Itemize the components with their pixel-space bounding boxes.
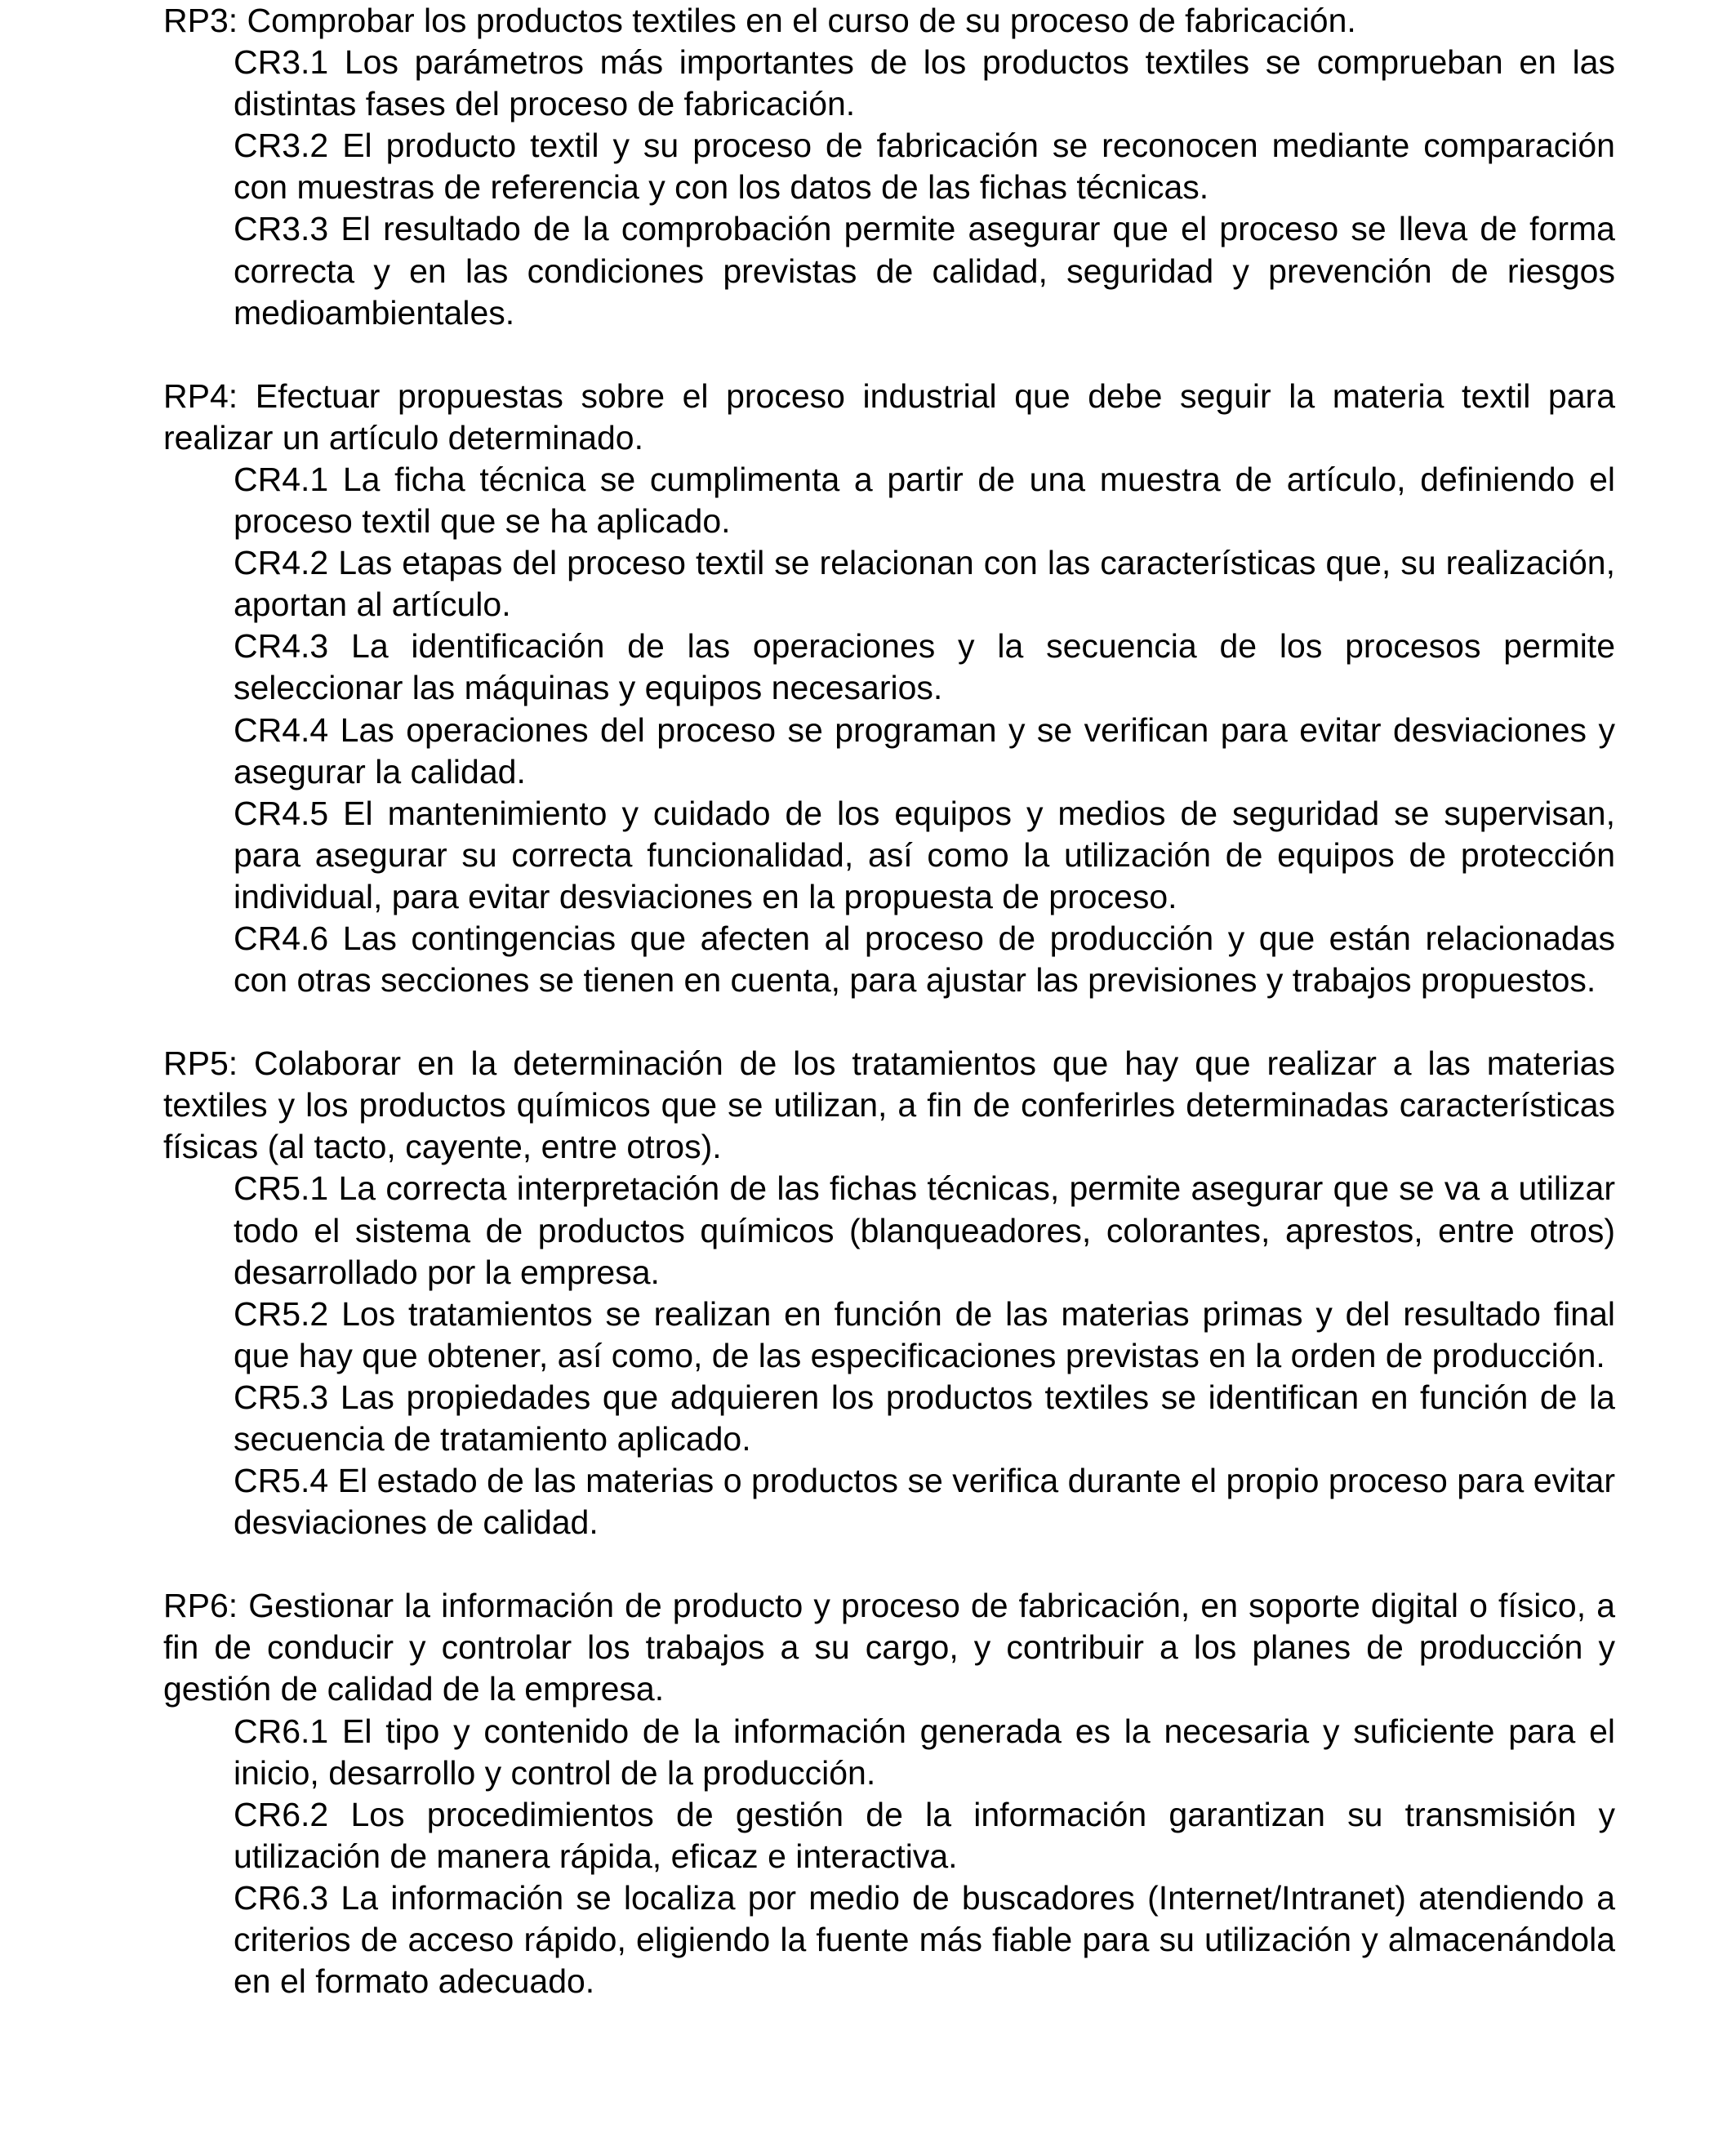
cr4-3: CR4.3 La identificación de las operaciones y la secuencia de los procesos permite seleccionar las máquinas y equipos necesarios. bbox=[234, 627, 1615, 707]
rp3-section bbox=[163, 0, 1615, 334]
rp5-title: RP5: Colaborar en la determinación de los tratamientos que hay que realizar a las materias textiles y los productos químicos que se utilizan, a fin de conferirles determinadas características físicas (al tacto, cayente, entre otros). bbox=[163, 1044, 1615, 1166]
section-spacer bbox=[163, 1001, 1615, 1043]
cr5-3: CR5.3 Las propiedades que adquieren los productos textiles se identifican en función de la secuencia de tratamiento aplicado. bbox=[234, 1378, 1615, 1458]
rp6-title: RP6: Gestionar la información de producto y proceso de fabricación, en soporte digital o físico, a fin de conducir y controlar los trabajos a su cargo, y contribuir a los planes de producción y gestión de calidad de la empresa. bbox=[163, 1587, 1615, 1708]
cr6-3: CR6.3 La información se localiza por medio de buscadores (Internet/Intranet) atendiendo a criterios de acceso rápido, eligiendo la fuente más fiable para su utilización y almacenándola en el formato adecuado. bbox=[234, 1878, 1615, 2001]
section-spacer bbox=[163, 334, 1615, 376]
cr4-5: CR4.5 El mantenimiento y cuidado de los equipos y medios de seguridad se supervisan, para asegurar su correcta funcionalidad, así como la utilización de equipos de protección individual, para evitar desviaciones en la propuesta de proceso. bbox=[234, 794, 1615, 915]
rp6-section bbox=[163, 1585, 1615, 2002]
cr6-2: CR6.2 Los procedimientos de gestión de la información garantizan su transmisión y utilización de manera rápida, eficaz e interactiva. bbox=[234, 1795, 1615, 1875]
document-page bbox=[163, 0, 1615, 2002]
cr3-2: CR3.2 El producto textil y su proceso de fabricación se reconocen mediante comparación con muestras de referencia y con los datos de las fichas técnicas. bbox=[234, 127, 1615, 207]
rp4-title: RP4: Efectuar propuestas sobre el proceso industrial que debe seguir la materia textil para realizar un artículo determinado. bbox=[163, 376, 1615, 456]
cr4-6: CR4.6 Las contingencias que afecten al proceso de producción y que están relacionadas con otras secciones se tienen en cuenta, para ajustar las previsiones y trabajos propuestos. bbox=[234, 919, 1615, 1000]
rp4-section bbox=[163, 376, 1615, 1001]
rp5-section bbox=[163, 1043, 1615, 1543]
section-spacer bbox=[163, 1543, 1615, 1585]
cr4-2: CR4.2 Las etapas del proceso textil se relacionan con las características que, su realización, aportan al artículo. bbox=[234, 544, 1615, 624]
cr6-1: CR6.1 El tipo y contenido de la información generada es la necesaria y suficiente para el inicio, desarrollo y control de la producción. bbox=[234, 1712, 1615, 1792]
cr5-1: CR5.1 La correcta interpretación de las fichas técnicas, permite asegurar que se va a utilizar todo el sistema de productos químicos (blanqueadores, colorantes, aprestos, entre otros) desarrollado por la empresa. bbox=[234, 1169, 1615, 1291]
rp3-title: RP3: Comprobar los productos textiles en el curso de su proceso de fabricación. bbox=[163, 2, 1356, 39]
cr5-2: CR5.2 Los tratamientos se realizan en función de las materias primas y del resultado final que hay que obtener, así como, de las especificaciones previstas en la orden de producción. bbox=[234, 1294, 1615, 1374]
cr5-4: CR5.4 El estado de las materias o productos se verifica durante el propio proceso para evitar desviaciones de calidad. bbox=[234, 1462, 1615, 1542]
cr4-1: CR4.1 La ficha técnica se cumplimenta a partir de una muestra de artículo, definiendo el proceso textil que se ha aplicado. bbox=[234, 460, 1615, 541]
cr4-4: CR4.4 Las operaciones del proceso se programan y se verifican para evitar desviaciones y asegurar la calidad. bbox=[234, 710, 1615, 790]
cr3-3: CR3.3 El resultado de la comprobación permite asegurar que el proceso se lleva de forma correcta y en las condiciones previstas de calidad, seguridad y prevención de riesgos medioambientales. bbox=[234, 210, 1615, 332]
cr3-1: CR3.1 Los parámetros más importantes de los productos textiles se comprueban en las distintas fases del proceso de fabricación. bbox=[234, 43, 1615, 123]
